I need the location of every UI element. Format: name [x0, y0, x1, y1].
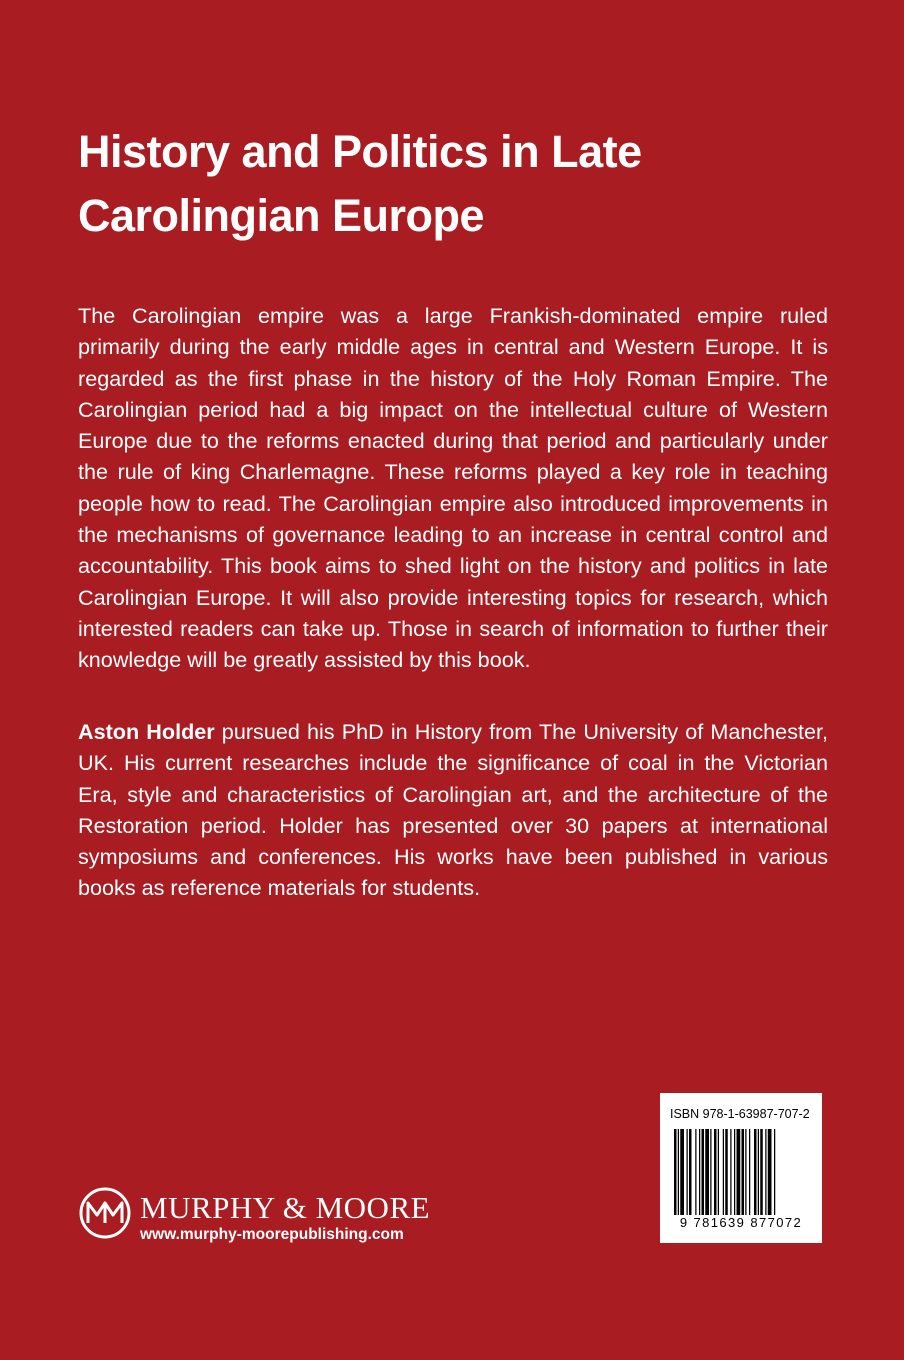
barcode-bar: [678, 1129, 679, 1215]
barcode-bar: [745, 1129, 746, 1215]
barcode-graphic: [674, 1129, 808, 1215]
barcode-bar: [705, 1129, 709, 1215]
barcode-bar: [674, 1129, 677, 1215]
barcode-bar: [680, 1129, 684, 1215]
mm-monogram-logo-icon: [78, 1186, 132, 1240]
publisher-block: [78, 1180, 498, 1260]
barcode-bar: [702, 1129, 705, 1215]
barcode-bar: [768, 1129, 772, 1215]
isbn-label: ISBN 978-1-63987-707-2: [670, 1107, 810, 1121]
barcode-bar: [760, 1129, 763, 1215]
isbn-barcode-box: [660, 1093, 822, 1243]
barcode-bar: [742, 1129, 745, 1215]
book-description: The Carolingian empire was a large Frankish-dominated empire ruled primarily during the early middle ages in central and Western Europe. It is regarded as the first phase in the history of the Holy Roman Empire. The Carolingian period had a big impact on the intellectual culture of Western Europe due to the reforms enacted during that period and particularly under the rule of king Charlemagne. These reforms played a key role in teaching people how to read. The Carolingian empire also introduced improvements in the mechanisms of governance leading to an increase in central control and accountability. This book aims to shed light on the history and politics in late Carolingian Europe. It will also provide interesting topics for research, which interested readers can take up. Those in search of information to further their knowledge will be greatly assisted by this book.: [78, 303, 828, 673]
barcode-bar: [734, 1129, 735, 1215]
publisher-url: www.murphy-moorepublishing.com: [140, 1226, 404, 1243]
book-title-line-1: History and Politics in Late: [78, 126, 642, 177]
author-bio-text: pursued his PhD in History from The University of Manchester, UK. His current researches include the significance of coal in the Victorian Era, style and characteristics of Carolingian art, and the architecture of the Restoration period. Holder has presented over 30 papers at international symposiums and conferences. His works have been published in various books as reference materials for students.: [78, 719, 828, 901]
barcode-bar: [689, 1129, 692, 1215]
barcode-bar: [699, 1129, 700, 1215]
barcode-bar: [710, 1129, 711, 1215]
barcode-bar: [687, 1129, 688, 1215]
barcode-bar: [737, 1129, 741, 1215]
barcode-bar: [718, 1129, 719, 1215]
barcode-bar: [695, 1129, 696, 1215]
barcode-bar: [774, 1129, 775, 1215]
publisher-name: MURPHY & MOORE: [140, 1190, 431, 1225]
barcode-bar: [714, 1129, 717, 1215]
book-title: [78, 120, 838, 248]
barcode-bar: [749, 1129, 750, 1215]
barcode-bar: [725, 1129, 728, 1215]
book-title-line-2: Carolingian Europe: [78, 190, 485, 241]
barcode-bar: [730, 1129, 731, 1215]
barcode-bar: [758, 1129, 759, 1215]
barcode-bar: [754, 1129, 757, 1215]
author-bio: [78, 716, 828, 904]
barcode-bar: [765, 1129, 766, 1215]
author-name: Aston Holder: [78, 719, 215, 744]
barcode-digits: 9 781639 877072: [679, 1215, 803, 1230]
barcode-bar: [723, 1129, 724, 1215]
